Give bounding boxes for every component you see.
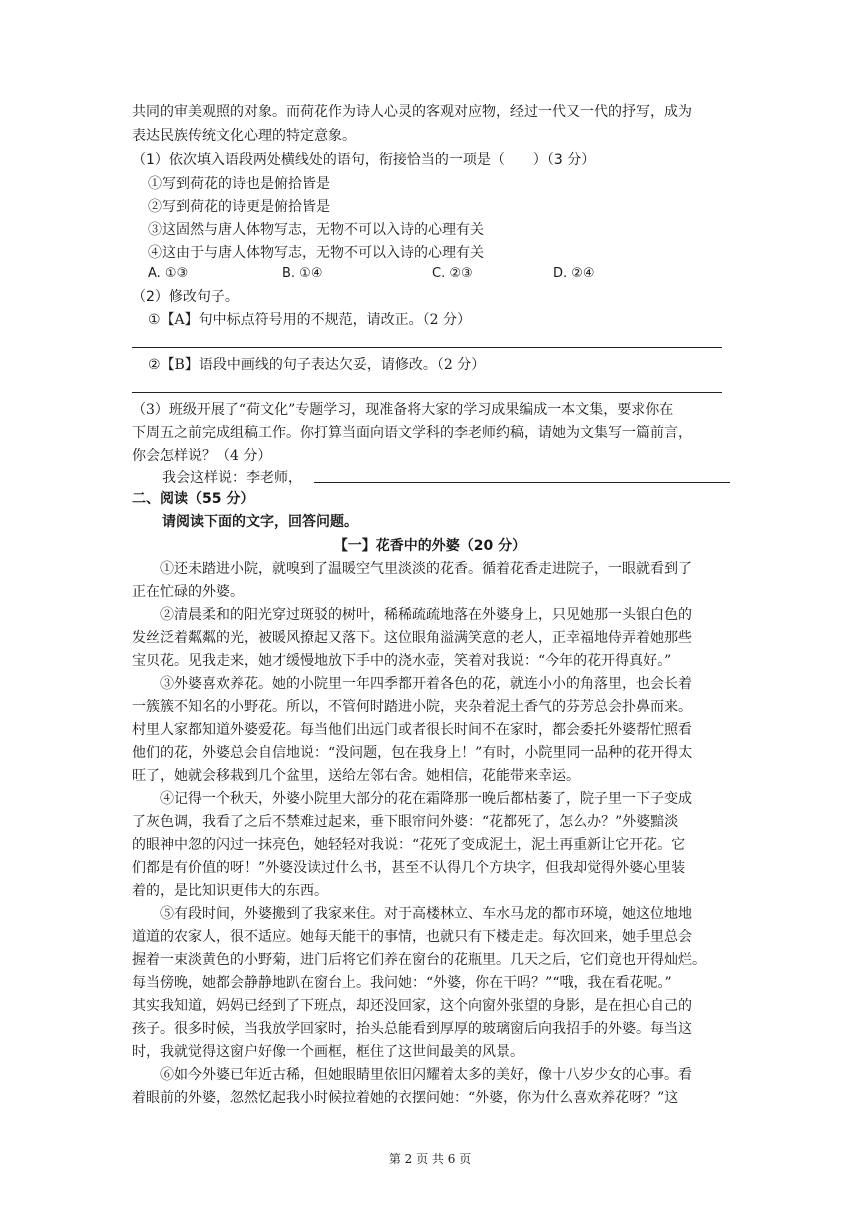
reading-instruction: 请阅读下面的文字，回答问题。 bbox=[162, 514, 358, 530]
article-line: 道道的农家人，很不适应。她每天能干的事情，也就只有下楼走走。每次回来，她手里总会 bbox=[132, 929, 692, 945]
passage-line: 共同的审美观照的对象。而荷花作为诗人心灵的客观对应物，经过一代又一代的抒写，成为 bbox=[132, 104, 692, 120]
article-line: ②清晨柔和的阳光穿过斑驳的树叶，稀稀疏疏地落在外婆身上，只见她那一头银白色的 bbox=[160, 607, 692, 623]
article-line: 其实我知道，妈妈已经到了下班点，却还没回家，这个向窗外张望的身影，是在担心自己的 bbox=[132, 998, 692, 1014]
answer-line bbox=[132, 347, 722, 348]
article-line: 们都是有价值的呀！”外婆没读过什么书，甚至不认得几个方块字，但我却觉得外婆心里装 bbox=[132, 860, 686, 876]
q3-line: 你会怎样说？（4 分） bbox=[132, 448, 272, 464]
article-line: 着的，是比知识更伟大的东西。 bbox=[132, 883, 328, 899]
article-line: 宝贝花。见我走来，她才缓慢地放下手中的浇水壶，笑着对我说：“今年的花开得真好。” bbox=[132, 653, 672, 669]
article-line: 每当傍晚，她都会静静地趴在窗台上。我问她：“外婆，你在干吗？”“哦，我在看花呢。” bbox=[132, 975, 672, 991]
q1-stem: （1）依次填入语段两处横线处的语句，衔接恰当的一项是（ ）（3 分） bbox=[132, 152, 596, 168]
article-line: 发丝泛着粼粼的光，被暖风撩起又落下。这位眼角溢满笑意的老人，正幸福地侍弄着她那些 bbox=[132, 630, 692, 646]
article-line: 一簇簇不知名的小野花。所以，不管何时踏进小院，夹杂着泥土香气的芬芳总会扑鼻而来。 bbox=[132, 699, 692, 715]
option-a: A. ①③ bbox=[148, 266, 189, 281]
article-line: 着眼前的外婆，忽然忆起我小时候拉着她的衣摆问她：“外婆，你为什么喜欢养花呀？”这 bbox=[132, 1090, 679, 1106]
article-line: ⑤有段时间，外婆搬到了我家来住。对于高楼林立、车水马龙的都市环境，她这位地地 bbox=[160, 906, 692, 922]
article-line: 了灰色调，我看了之后不禁难过起来，垂下眼帘问外婆：“花都死了，怎么办？”外婆黯淡 bbox=[132, 814, 679, 830]
article-line: 时，我就觉得这窗户好像一个画框，框住了这世间最美的风景。 bbox=[132, 1044, 524, 1060]
article-line: ⑥如今外婆已年近古稀，但她眼睛里依旧闪耀着太多的美好，像十八岁少女的心事。看 bbox=[160, 1067, 692, 1083]
article-line: 村里人家都知道外婆爱花。每当他们出远门或者很长时间不在家时，都会委托外婆帮忙照看 bbox=[132, 722, 692, 738]
option-d: D. ②④ bbox=[553, 266, 595, 281]
article-line: 握着一束淡黄色的小野菊，进门后将它们养在窗台的花瓶里。几天之后，它们竟也开得灿烂。 bbox=[132, 952, 706, 968]
q3-line: （3）班级开展了“荷文化”专题学习，现准备将大家的学习成果编成一本文集，要求你在 bbox=[132, 402, 674, 418]
article-line: 旺了，她就会移栽到几个盆里，送给左邻右舍。她相信，花能带来幸运。 bbox=[132, 768, 580, 784]
q3-answer-prompt: 我会这样说：李老师， bbox=[162, 470, 302, 486]
q1-item: ③这固然与唐人体物写志，无物不可以入诗的心理有关 bbox=[148, 222, 484, 238]
article-line: 他们的花，外婆总会自信地说：“没问题，包在我身上！”有时，小院里同一品种的花开得太 bbox=[132, 745, 693, 761]
q1-item: ①写到荷花的诗也是俯拾皆是 bbox=[148, 176, 330, 192]
q1-item: ②写到荷花的诗更是俯拾皆是 bbox=[148, 199, 330, 215]
q2-part-a: ①【A】句中标点符号用的不规范，请改正。（2 分） bbox=[148, 312, 472, 328]
article-line: 的眼神中忽的闪过一抹亮色，她轻轻对我说：“花死了变成泥土，泥土再重新让它开花。它 bbox=[132, 837, 686, 853]
article-line: ④记得一个秋天，外婆小院里大部分的花在霜降那一晚后都枯萎了，院子里一下子变成 bbox=[160, 791, 692, 807]
article-line: 孩子。很多时候，当我放学回家时，抬头总能看到厚厚的玻璃窗后向我招手的外婆。每当这 bbox=[132, 1021, 692, 1037]
answer-line bbox=[132, 392, 722, 393]
section-heading: 二、阅读（55 分） bbox=[132, 491, 255, 507]
article-line: ③外婆喜欢养花。她的小院里一年四季都开着各色的花，就连小小的角落里，也会长着 bbox=[160, 676, 692, 692]
answer-line bbox=[314, 482, 730, 483]
option-c: C. ②③ bbox=[432, 266, 473, 281]
q3-line: 下周五之前完成组稿工作。你打算当面向语文学科的李老师约稿，请她为文集写一篇前言， bbox=[132, 425, 692, 441]
passage-line: 表达民族传统文化心理的特定意象。 bbox=[132, 128, 356, 144]
q2-stem: （2）修改句子。 bbox=[132, 289, 239, 305]
q2-part-b: ②【B】语段中画线的句子表达欠妥，请修改。（2 分） bbox=[148, 357, 486, 373]
option-b: B. ①④ bbox=[282, 266, 323, 281]
article-title: 【一】花香中的外婆（20 分） bbox=[333, 538, 527, 554]
page-number: 第 2 页 共 6 页 bbox=[388, 1152, 472, 1166]
article-line: 正在忙碌的外婆。 bbox=[132, 584, 244, 600]
article-line: ①还未踏进小院，就嗅到了温暖空气里淡淡的花香。循着花香走进院子，一眼就看到了 bbox=[160, 561, 692, 577]
q1-item: ④这由于与唐人体物写志，无物不可以入诗的心理有关 bbox=[148, 245, 484, 261]
